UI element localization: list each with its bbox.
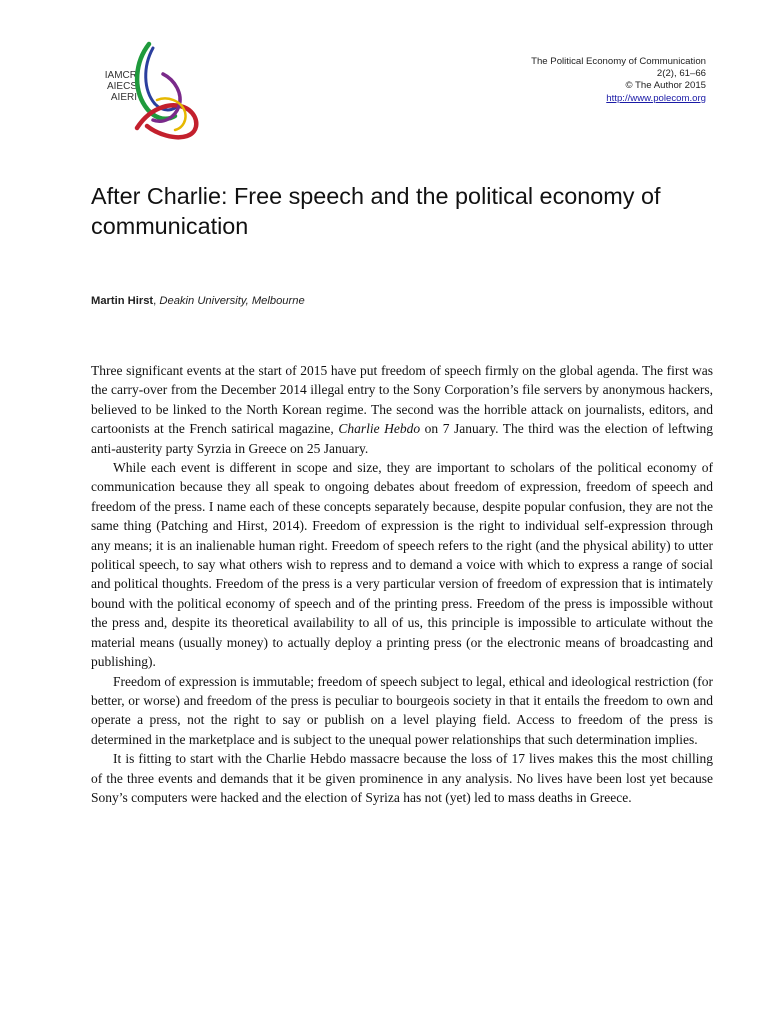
author-name: Martin Hirst	[91, 295, 154, 307]
author-affiliation: Deakin University, Melbourne	[159, 295, 305, 307]
paragraph-2: While each event is different in scope and size, they are important to scholars of the political economy of communication because they all speak to ongoing debates about freedom of expression, freedom of speech and freedom of the press. I name each of these concepts separately because, despite popular confusion, they are not the same thing (Patching and Hirst, 2014). Freedom of expression is the right to individual self-expression through any means; it is an inalienable human right. Freedom of speech refers to the right (and the physical ability) to utter political speech, to say what others wish to repress and to demand a voice with which to express a range of social and political thoughts. Freedom of the press is a very particular version of freedom of expression that is intimately bound with the political economy of speech and of the printing press. Freedom of the press is impossible without the press and, despite its theoretical availability to all of us, this principle is impossible to articulate without the material means (usually money) to actually deploy a printing press (or the electronic means of broadcasting and publishing).	[91, 460, 713, 670]
paragraph-1-before: Three significant events at the start of 2015 have put freedom of speech firmly on the global agenda. The first was the carry-over from the December 2014 illegal entry to the Sony Corporation’s file servers by anonymous hackers, believed to be linked to the North Korean regime. The second was the horrible attack on journalists, editors, and cartoonists at the French satirical magazine,	[91, 363, 713, 437]
logo-line-aieri: AIERI	[110, 92, 137, 103]
iamcr-logo	[91, 40, 207, 140]
author-line: Martin Hirst, Deakin University, Melbourne	[91, 295, 305, 307]
article-body	[91, 361, 713, 807]
journal-url-link[interactable]: http://www.polecom.org	[606, 92, 706, 104]
magazine-title: Charlie Hebdo	[338, 421, 421, 437]
paragraph-3: Freedom of expression is immutable; freedom of speech subject to legal, ethical and ideological restriction (for better, or worse) and freedom of the press is peculiar to bourgeois society in that it entails the freedom to own and operate a press, not the right to say or publish on a level playing field. Access to freedom of the press is determined in the marketplace and is subject to the unequal power relationships that such determination implies.	[91, 673, 713, 747]
journal-copyright: © The Author 2015	[625, 80, 706, 92]
journal-issue: 2(2), 61–66	[656, 68, 706, 80]
paragraph-1	[91, 361, 713, 458]
journal-name: The Political Economy of Communication	[531, 56, 706, 67]
iamcr-swirl-icon	[127, 40, 207, 140]
logo-line-aiecs: AIECS	[106, 81, 137, 92]
logo-line-iamcr: IAMCR	[104, 70, 137, 81]
paragraph-4: It is fitting to start with the Charlie Hebdo massacre because the loss of 17 lives makes this the most chilling of the three events and demands that it be given prominence in any analysis. No lives have been lost yet because Sony’s computers were hacked and the election of Syriza has not (yet) led to mass deaths in Greece.	[91, 751, 713, 805]
journal-info	[531, 56, 706, 105]
paragraph-1-after: on 7 January. The third was the election of leftwing anti-austerity party Syrzia in Greece on 25 January.	[91, 421, 713, 456]
article-title: After Charlie: Free speech and the political economy of communication	[91, 183, 661, 239]
